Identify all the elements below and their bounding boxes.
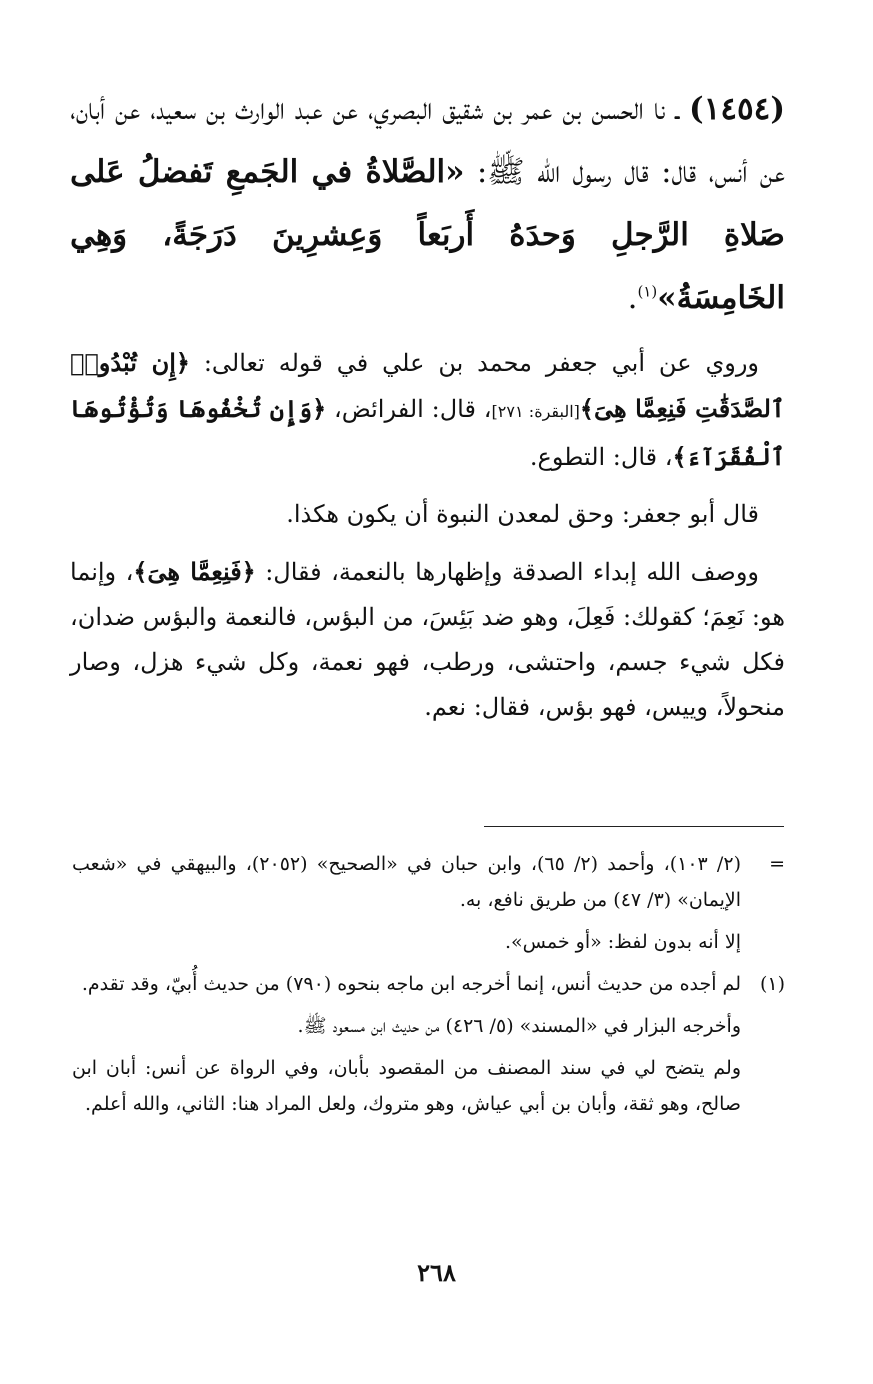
para3-text-a: ووصف الله إبداء الصدقة وإظهارها بالنعمة، فقال: (255, 558, 759, 586)
footnote-continued (72, 846, 785, 966)
para1-text-b: ، قال: الفرائض، (326, 395, 492, 423)
quran-verse-3: ﴿فَنِعِمَّا هِىَ﴾ (133, 557, 256, 586)
hadith-number: (١٤٥٤) (689, 91, 785, 127)
footnote-1 (72, 966, 785, 1128)
quran-verse-2: ﴿وَإِن تُخْفُوهَا وَتُؤْتُوهَا ٱلْفُقَرَآءَ﴾ (70, 394, 785, 471)
footnote-separator (484, 826, 784, 827)
footnote-line: لم أجده من حديث أنس، إنما أخرجه ابن ماجه بنحوه (٧٩٠) من حديث أُبيّ، وقد تقدم. (81, 973, 741, 995)
commentary-paragraph-1 (70, 340, 785, 480)
commentary-paragraph-2: قال أبو جعفر: وحق لمعدن النبوة أن يكون هكذا. (286, 500, 759, 528)
verse-reference: [البقرة: ٢٧١] (491, 402, 580, 421)
hadith-isnad: ـ نا الحسن بن عمر بن شقيق البصري، عن عبد الوارث بن سعيد، عن أبان، عن أنس، قال: قال رسول الله ﷺ: (70, 91, 786, 190)
footnote-body (72, 966, 741, 1128)
footnote-line: وأخرجه البزار في «المسند» (٥/ ٤٢٦) من حديث ابن مسعود ﷺ. (297, 1015, 741, 1037)
quran-verse-1: ﴿إِن تُبْدُوا۟ ٱلصَّدَقَٰتِ فَنِعِمَّا هِىَ﴾ (70, 348, 785, 423)
footnotes (72, 846, 785, 1128)
commentary-paragraph-3 (70, 549, 785, 730)
hadith-matn: «الصَّلاةُ في الجَمعِ تَفضلُ عَلى صَلاةِ الرَّجلِ وَحدَهُ أَربَعاً وَعِشرِينَ دَرَجَةً، وَهِي الخَامِسَةُ» (70, 154, 785, 316)
footnote-mark: (١) (759, 973, 785, 995)
hadith-paragraph (70, 78, 785, 330)
page-number: ٢٦٨ (417, 1258, 456, 1287)
footnote-body (72, 846, 741, 966)
para1-text-c: ، قال: التطوع. (529, 443, 673, 471)
para1-text-a: وروي عن أبي جعفر محمد بن علي في قوله تعالى: (189, 349, 759, 377)
para3-text-b: ، وإنما هو: نَعِمَ؛ كقولك: فَعِلَ، وهو ضد بَئِسَ، من البؤس، فالنعمة والبؤس ضدان، فكل شيء جسم، واحتشى، ورطب، فهو نعمة، وكل شيء هزل، وصار منحولاً، وييس، فهو بؤس، فقال: نعم. (70, 558, 785, 721)
footnote-mark: = (769, 853, 785, 875)
hadith-tail: . (627, 280, 638, 316)
footnote-line: (٢/ ١٠٣)، وأحمد (٢/ ٦٥)، وابن حبان في «الصحيح» (٢٠٥٢)، والبيهقي في «شعب الإيمان» (٣/ ٤٧) من طريق نافع، به. (72, 853, 741, 911)
footnote-line: ولم يتضح لي في سند المصنف من المقصود بأبان، وفي الرواة عن أنس: أبان ابن صالح، وهو ثقة، وأبان بن أبي عياش، وهو متروك، ولعل المراد هنا: الثاني، والله أعلم. (72, 1057, 741, 1115)
main-text (70, 78, 785, 742)
footnote-line: إلا أنه بدون لفظ: «أو خمس». (505, 931, 741, 953)
footnote-reference: (١) (637, 282, 658, 301)
